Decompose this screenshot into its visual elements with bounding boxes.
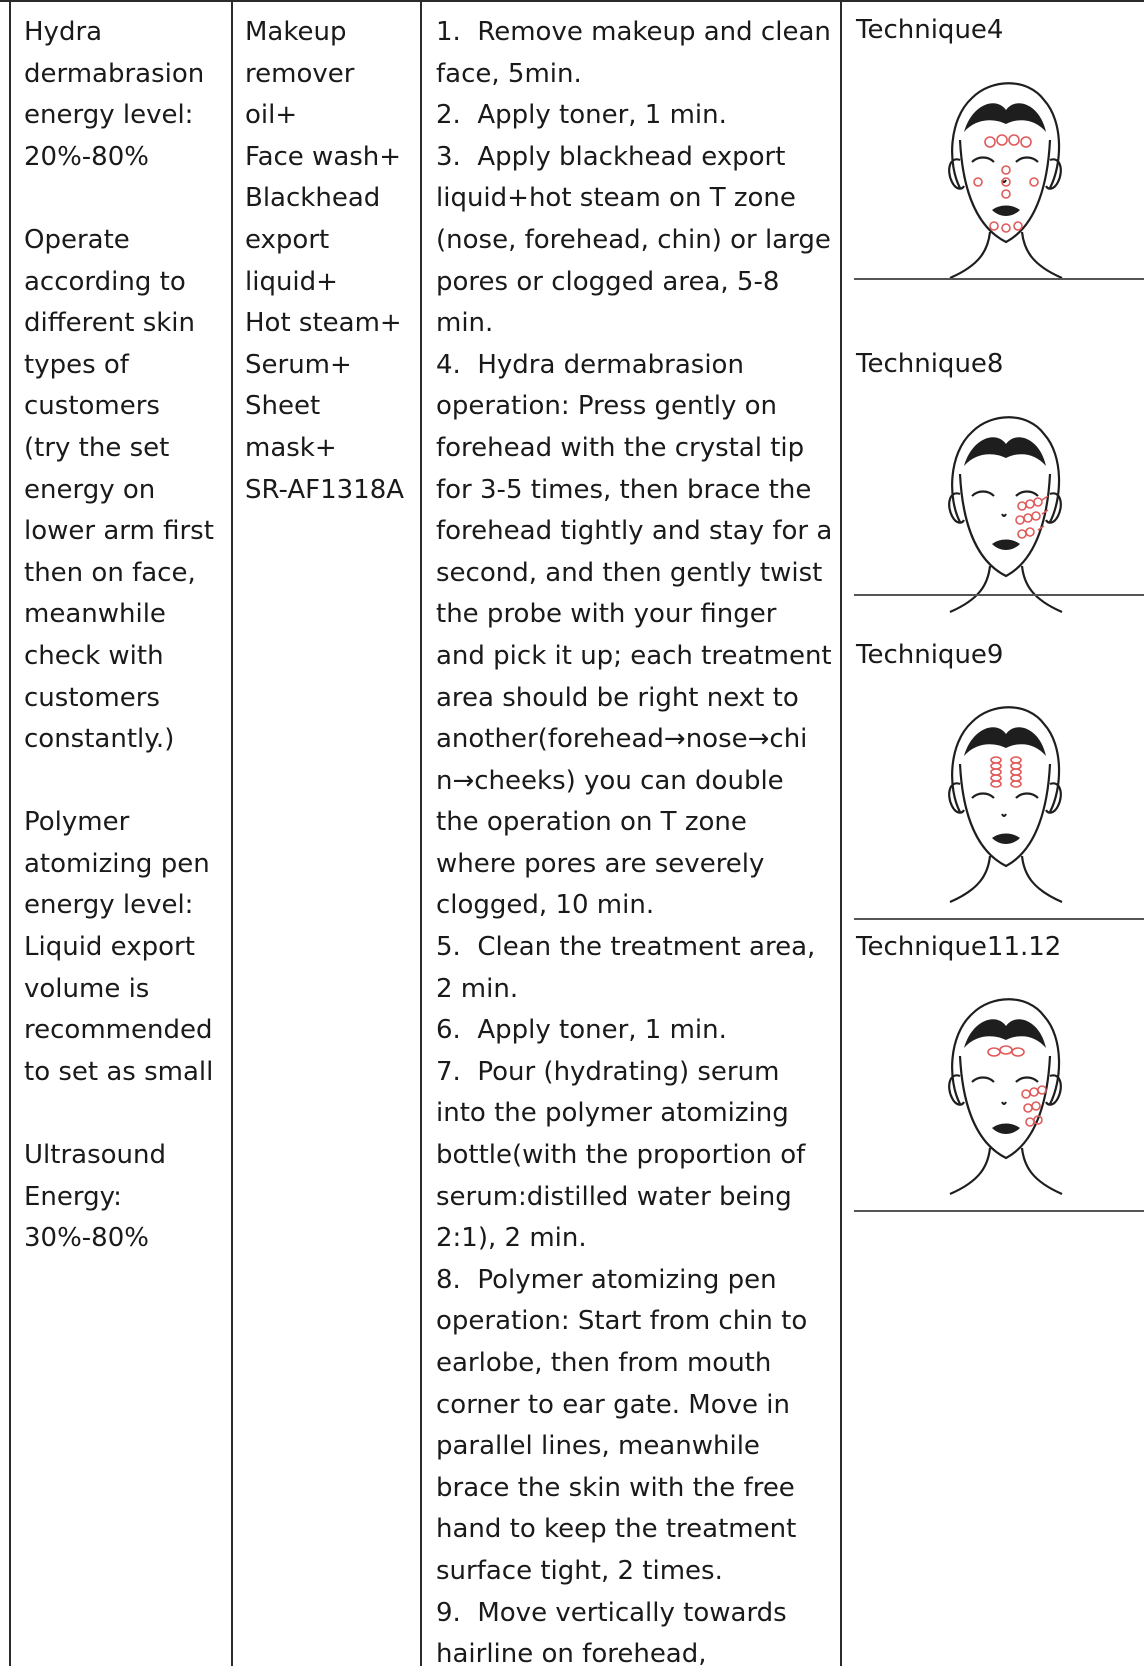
step-text-line: operation: Start from chin to bbox=[436, 1306, 808, 1337]
settings-text-line: 20%-80% bbox=[24, 141, 149, 172]
step-text-line: min. bbox=[436, 308, 494, 339]
settings-text-line: different skin bbox=[24, 308, 195, 339]
step-text-line: for 3-5 times, then brace the bbox=[436, 474, 812, 505]
settings-text-line bbox=[24, 761, 228, 803]
settings-text-line: customers bbox=[24, 391, 160, 422]
step-text-line: liquid+hot steam on T zone bbox=[436, 183, 796, 214]
table-left-border bbox=[9, 0, 11, 1666]
settings-text-line bbox=[24, 178, 228, 220]
step-text-line: pores or clogged area, 5-8 bbox=[436, 266, 780, 297]
settings-text-line: lower arm first bbox=[24, 516, 214, 547]
step-text-line: 2 min. bbox=[436, 973, 519, 1004]
settings-text-line: atomizing pen bbox=[24, 848, 210, 879]
settings-text-line: energy on bbox=[24, 474, 156, 505]
technique-separator bbox=[854, 918, 1144, 920]
product-text-line: mask+ bbox=[245, 432, 337, 463]
settings-text-line: customers bbox=[24, 682, 160, 713]
settings-text-line: dermabrasion bbox=[24, 58, 205, 89]
product-text-line: Sheet bbox=[245, 391, 321, 422]
step-text-line: the probe with your finger bbox=[436, 599, 777, 630]
settings-text-line: 30%-80% bbox=[24, 1223, 149, 1254]
product-text-line: Hot steam+ bbox=[245, 308, 402, 339]
settings-text-line: volume is bbox=[24, 973, 150, 1004]
settings-column bbox=[24, 12, 228, 1260]
settings-text-line: recommended bbox=[24, 1015, 213, 1046]
step-text-line: serum:distilled water being bbox=[436, 1181, 792, 1212]
step-text-line: 6. Apply toner, 1 min. bbox=[436, 1015, 727, 1046]
column-divider-2 bbox=[420, 0, 422, 1666]
technique-label: Technique11.12 bbox=[856, 932, 1062, 962]
product-text-line: export bbox=[245, 224, 330, 255]
settings-text-line: energy level: bbox=[24, 100, 194, 131]
step-text-line: operation: Press gently on bbox=[436, 391, 777, 422]
column-divider-1 bbox=[231, 0, 233, 1666]
step-text-line: 8. Polymer atomizing pen bbox=[436, 1264, 777, 1295]
settings-text-line: Energy: bbox=[24, 1181, 122, 1212]
face-illustration-technique8 bbox=[930, 404, 1082, 624]
face-illustration-technique11-12 bbox=[930, 986, 1082, 1206]
product-text-line: Makeup bbox=[245, 17, 347, 47]
step-text-line: earlobe, then from mouth bbox=[436, 1348, 772, 1378]
step-text-line: forehead with the crystal tip bbox=[436, 432, 805, 463]
settings-text-line: types of bbox=[24, 349, 129, 380]
technique-label: Technique8 bbox=[856, 349, 1004, 379]
step-text-line: 9. Move vertically towards bbox=[436, 1597, 787, 1628]
table-top-border bbox=[0, 0, 1144, 2]
step-text-line: 1. Remove makeup and clean bbox=[436, 17, 831, 47]
product-text-line: Serum+ bbox=[245, 349, 352, 380]
step-text-line: hand to keep the treatment bbox=[436, 1514, 797, 1545]
face-illustration-technique9 bbox=[930, 694, 1082, 914]
step-text-line: 2. Apply toner, 1 min. bbox=[436, 100, 727, 131]
technique-separator bbox=[854, 1210, 1144, 1212]
step-text-line: 7. Pour (hydrating) serum bbox=[436, 1056, 780, 1087]
step-text-line: hairline on forehead, bbox=[436, 1639, 707, 1670]
settings-text-line: to set as small bbox=[24, 1056, 214, 1087]
step-text-line: area should be right next to bbox=[436, 682, 799, 713]
settings-text-line: Operate bbox=[24, 224, 130, 255]
step-text-line: another(forehead→nose→chi bbox=[436, 724, 808, 755]
product-text-line: remover bbox=[245, 58, 355, 89]
step-text-line: (nose, forehead, chin) or large bbox=[436, 224, 831, 255]
step-text-line: 2:1), 2 min. bbox=[436, 1223, 587, 1254]
step-text-line: brace the skin with the free bbox=[436, 1472, 795, 1503]
product-text-line: oil+ bbox=[245, 100, 298, 131]
settings-text-line: then on face, bbox=[24, 557, 196, 588]
settings-text-line: check with bbox=[24, 640, 164, 671]
step-text-line: into the polymer atomizing bbox=[436, 1098, 789, 1129]
settings-text-line: (try the set bbox=[24, 432, 170, 463]
step-text-line: face, 5min. bbox=[436, 58, 582, 89]
settings-text-line: according to bbox=[24, 266, 186, 297]
step-text-line: parallel lines, meanwhile bbox=[436, 1431, 760, 1462]
settings-text-line: Polymer bbox=[24, 807, 130, 838]
step-text-line: the operation on T zone bbox=[436, 807, 747, 838]
settings-text-line: constantly.) bbox=[24, 724, 175, 755]
step-text-line: clogged, 10 min. bbox=[436, 890, 655, 921]
step-text-line: 4. Hydra dermabrasion bbox=[436, 349, 744, 380]
settings-text-line: Hydra bbox=[24, 17, 103, 47]
steps-column bbox=[436, 12, 838, 1676]
products-column bbox=[245, 12, 417, 511]
technique-label: Technique9 bbox=[856, 640, 1004, 670]
product-text-line: Face wash+ bbox=[245, 141, 402, 172]
step-text-line: 5. Clean the treatment area, bbox=[436, 932, 816, 963]
step-text-line: n→cheeks) you can double bbox=[436, 765, 784, 796]
column-divider-3 bbox=[840, 0, 842, 1666]
settings-text-line: Ultrasound bbox=[24, 1140, 166, 1171]
product-text-line: SR-AF1318A bbox=[245, 474, 405, 505]
step-text-line: and pick it up; each treatment bbox=[436, 640, 832, 671]
step-text-line: where pores are severely bbox=[436, 848, 765, 879]
technique-separator bbox=[854, 278, 1144, 280]
product-text-line: Blackhead bbox=[245, 183, 381, 214]
settings-text-line bbox=[24, 1093, 228, 1135]
settings-text-line: Liquid export bbox=[24, 932, 195, 963]
step-text-line: 3. Apply blackhead export bbox=[436, 141, 786, 172]
face-illustration-technique4 bbox=[930, 70, 1082, 290]
product-text-line: liquid+ bbox=[245, 266, 338, 297]
technique-separator bbox=[854, 594, 1144, 596]
step-text-line: surface tight, 2 times. bbox=[436, 1555, 723, 1586]
settings-text-line: energy level: bbox=[24, 890, 194, 921]
step-text-line: corner to ear gate. Move in bbox=[436, 1389, 790, 1420]
settings-text-line: meanwhile bbox=[24, 599, 166, 630]
step-text-line: bottle(with the proportion of bbox=[436, 1140, 806, 1171]
step-text-line: second, and then gently twist bbox=[436, 557, 823, 588]
step-text-line: forehead tightly and stay for a bbox=[436, 516, 833, 547]
technique-label: Technique4 bbox=[856, 15, 1004, 45]
